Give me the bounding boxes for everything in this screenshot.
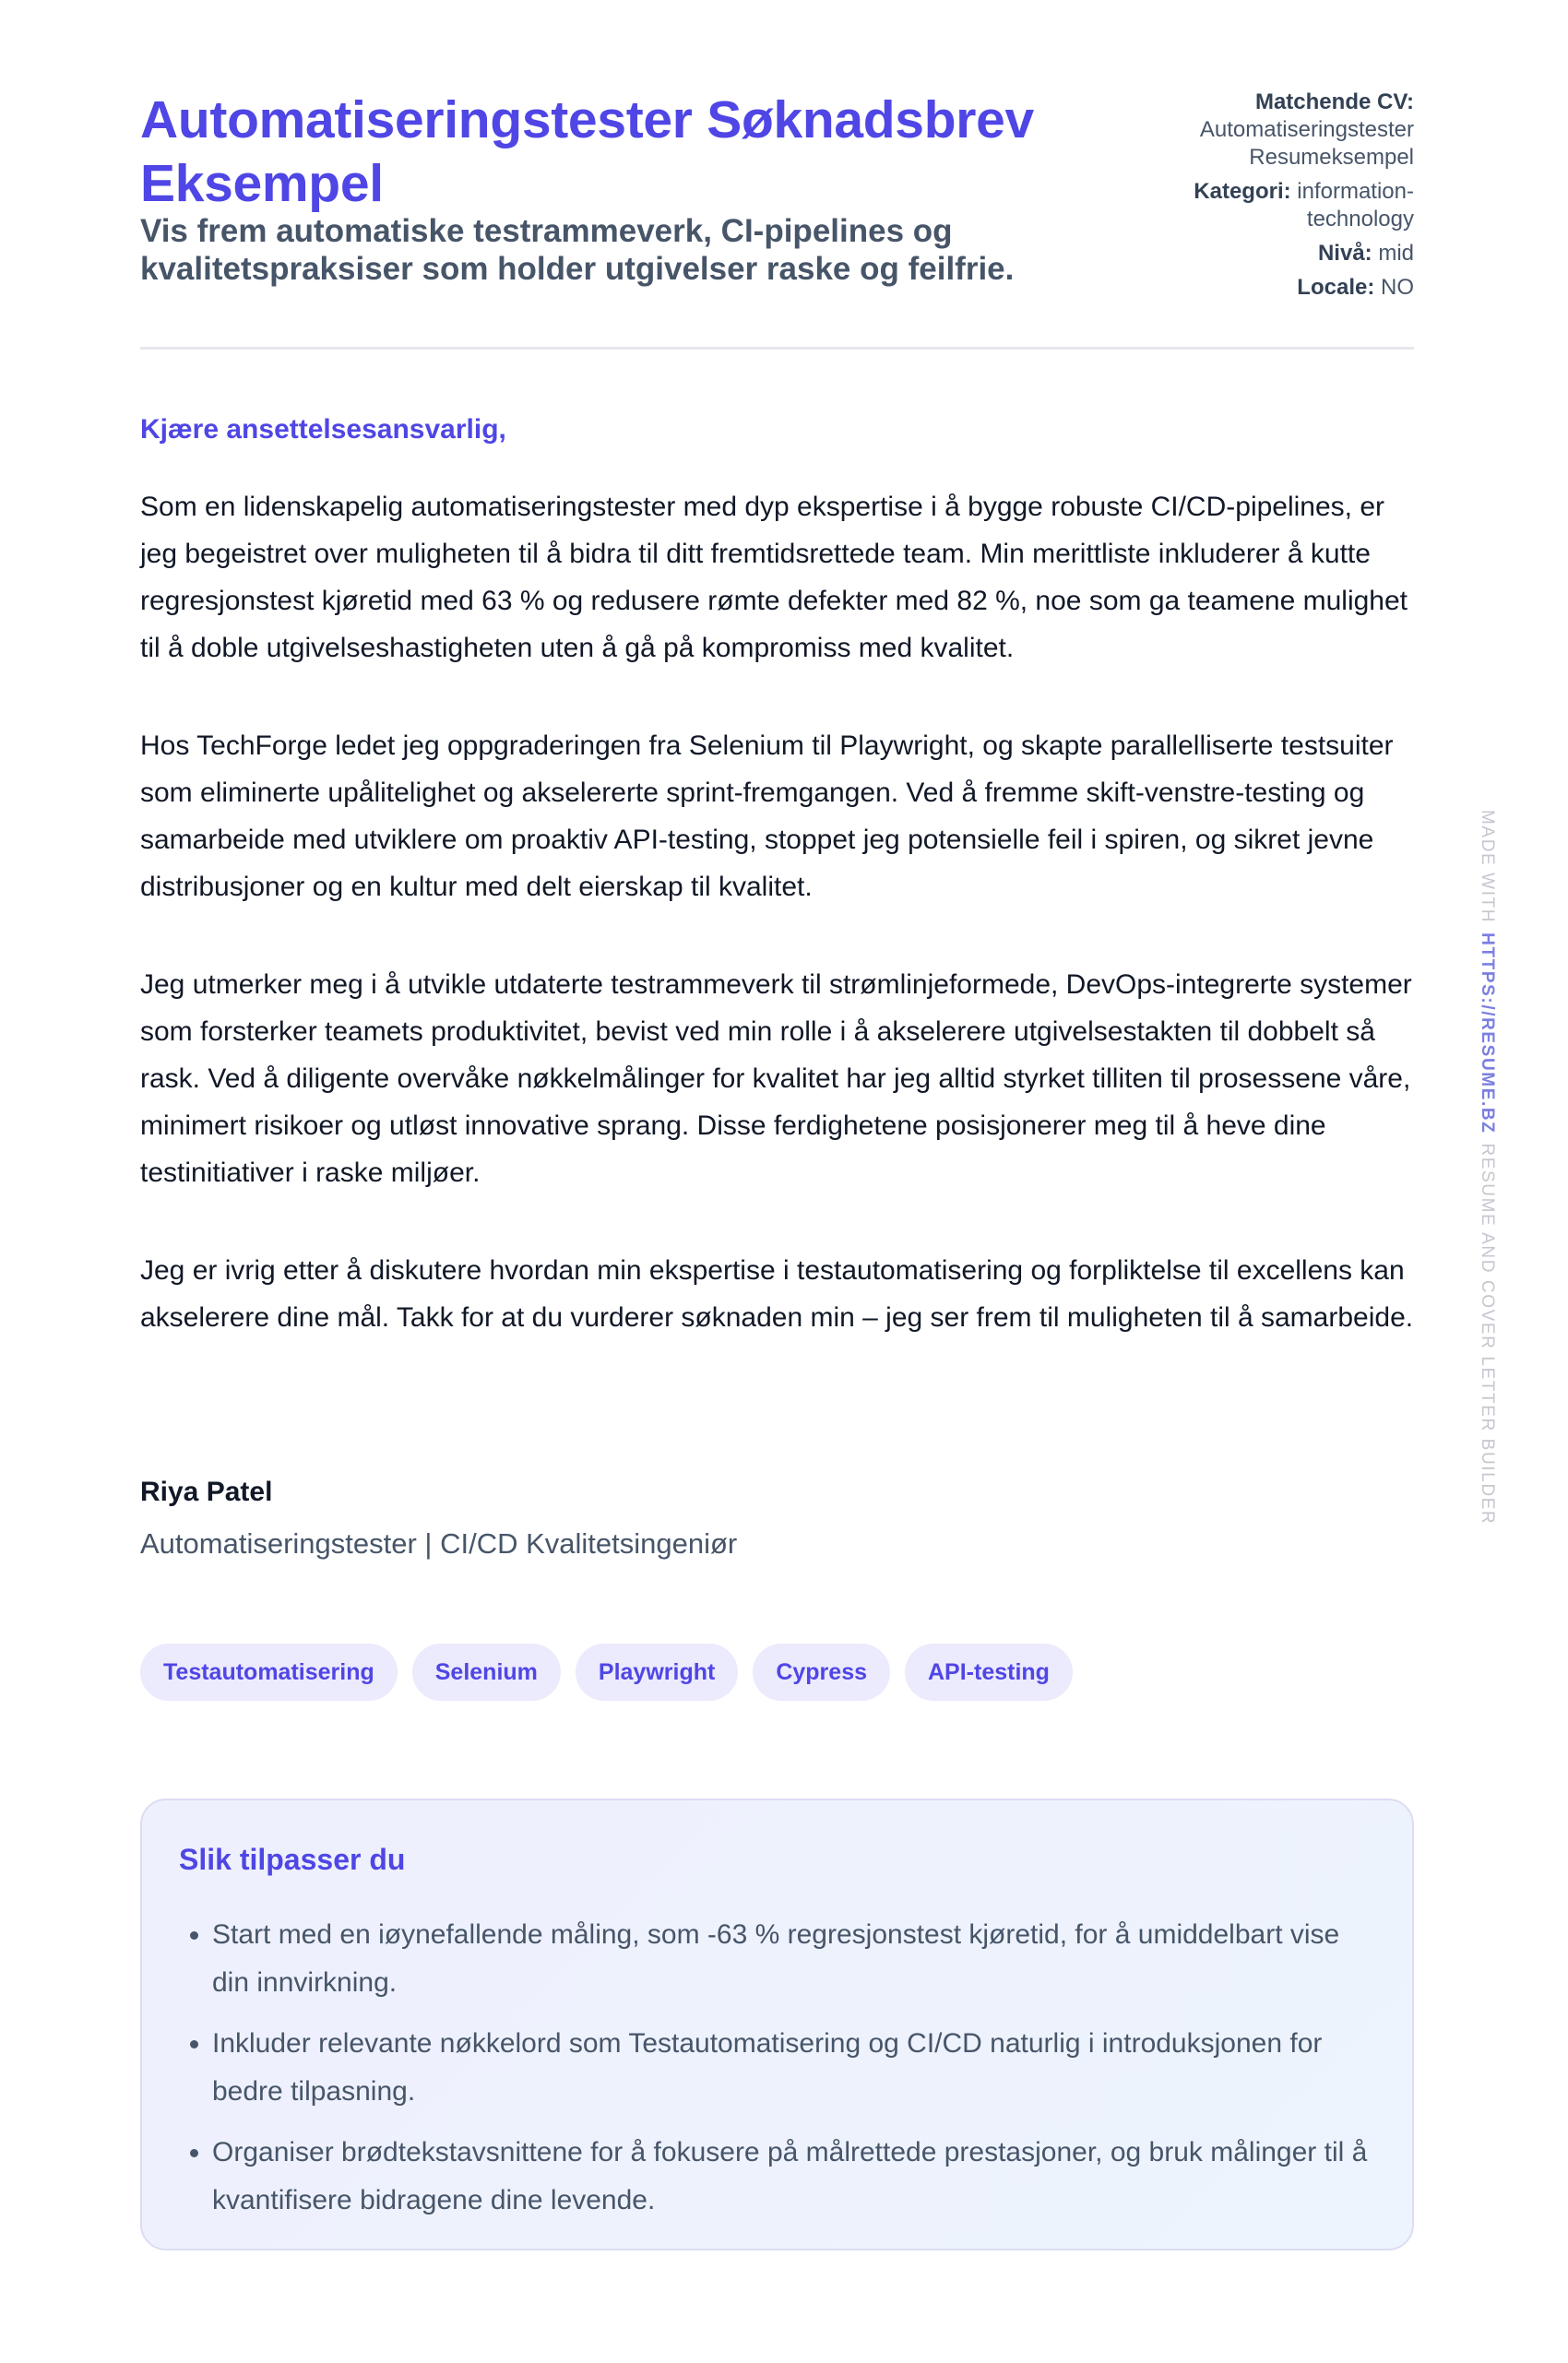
meta-locale <box>1137 274 1414 302</box>
letter-body <box>140 483 1414 1392</box>
watermark-text <box>1473 810 1501 1525</box>
signature <box>140 1474 737 1562</box>
skill-tag: Testautomatisering <box>140 1644 398 1701</box>
meta-panel <box>1137 89 1414 308</box>
skill-tags <box>140 1644 1073 1701</box>
signature-title: Automatiseringstester | CI/CD Kvalitetsingeniør <box>140 1527 738 1560</box>
watermark <box>1473 810 1501 1557</box>
tips-list <box>179 1911 1375 2225</box>
header-divider <box>140 347 1414 350</box>
meta-category-label: Kategori: <box>1194 179 1291 204</box>
letter-paragraph: Jeg utmerker meg i å utvikle utdaterte testrammeverk til strømlinjeformede, DevOps-integrerte systemer som forsterker teamets produktivitet, bevist ved min rolle i å akselerere utgivelsestakten til dobbelt så rask. Ved å diligente overvåke nøkkelmålinger for kvalitet har jeg alltid styrket tilliten til prosessene våre, minimert risikoer og utløst innovative sprang. Disse ferdighetene posisjonerer meg til å heve dine testinitiativer i raske miljøer. <box>140 969 1412 1188</box>
meta-matching-cv <box>1137 89 1414 172</box>
letter-paragraph: Jeg er ivrig etter å diskutere hvordan min ekspertise i testautomatisering og forpliktelse til excellens kan akselerere dine mål. Takk for at du vurderer søknaden min – jeg ser frem til muligheten til å samarbeide. <box>140 1255 1414 1333</box>
meta-matching-cv-label: Matchende CV: <box>1254 89 1414 114</box>
tip-item: • Inkluder relevante nøkkelord som Testautomatisering og CI/CD naturlig i introduksjonen for bedre tilpasning. <box>212 2020 1375 2116</box>
tip-item: • Organiser brødtekstavsnittene for å fokusere på målrettede prestasjoner, og bruk målinger til å kvantifisere bidragene dine levende. <box>212 2129 1375 2225</box>
skill-tag: Selenium <box>412 1644 561 1701</box>
meta-category-value: information-technology <box>1297 179 1414 232</box>
letter-paragraph: Hos TechForge ledet jeg oppgraderingen fra Selenium til Playwright, og skapte parallelliserte testsuiter som eliminerte upålitelighet og akselererte sprint-fremgangen. Ved å fremme skift-venstre-testing og samarbeide med utviklere om proaktiv API-testing, stoppet jeg potensielle feil i spiren, og sikret jevne distribusjoner og en kultur med delt eierskap til kvalitet. <box>140 730 1394 902</box>
meta-locale-value: NO <box>1381 275 1414 300</box>
tips-title: Slik tilpasser du <box>179 1843 406 1876</box>
signature-name: Riya Patel <box>140 1477 273 1507</box>
letter-paragraph: Som en lidenskapelig automatiseringstester med dyp ekspertise i å bygge robuste CI/CD-pipelines, er jeg begeistret over muligheten til å bidra til ditt fremtidsrettede team. Min merittliste inkluderer å kutte regresjonstest kjøretid med 63 % og redusere rømte defekter med 82 %, noe som ga teamene mulighet til å doble utgivelseshastigheten uten å gå på kompromiss med kvalitet. <box>140 492 1408 663</box>
meta-level-label: Nivå: <box>1317 241 1372 266</box>
page-title: Automatiseringstester Søknadsbrev Eksempel <box>140 90 1034 213</box>
skill-tag: Cypress <box>753 1644 890 1701</box>
meta-locale-label: Locale: <box>1297 275 1375 300</box>
letter-greeting: Kjære ansettelsesansvarlig, <box>140 414 506 445</box>
skill-tag: Playwright <box>576 1644 738 1701</box>
watermark-prefix: MADE WITH <box>1478 810 1497 924</box>
meta-level-value: mid <box>1378 241 1414 266</box>
watermark-link[interactable]: HTTPS://RESUME.BZ <box>1478 932 1497 1134</box>
header <box>140 89 1414 347</box>
skill-tag: API-testing <box>905 1644 1073 1701</box>
meta-level <box>1137 240 1414 267</box>
watermark-suffix: RESUME AND COVER LETTER BUILDER <box>1478 1143 1497 1526</box>
page-subtitle: Vis frem automatiske testrammeverk, CI-pipelines og kvalitetspraksiser som holder utgivelser raske og feilfrie. <box>140 213 1015 287</box>
meta-category <box>1137 178 1414 233</box>
tips-box <box>140 1799 1414 2250</box>
tip-item: • Start med en iøynefallende måling, som -63 % regresjonstest kjøretid, for å umiddelbart vise din innvirkning. <box>212 1911 1375 2007</box>
meta-matching-cv-value[interactable]: Automatiseringstester Resumeksempel <box>1199 117 1414 170</box>
